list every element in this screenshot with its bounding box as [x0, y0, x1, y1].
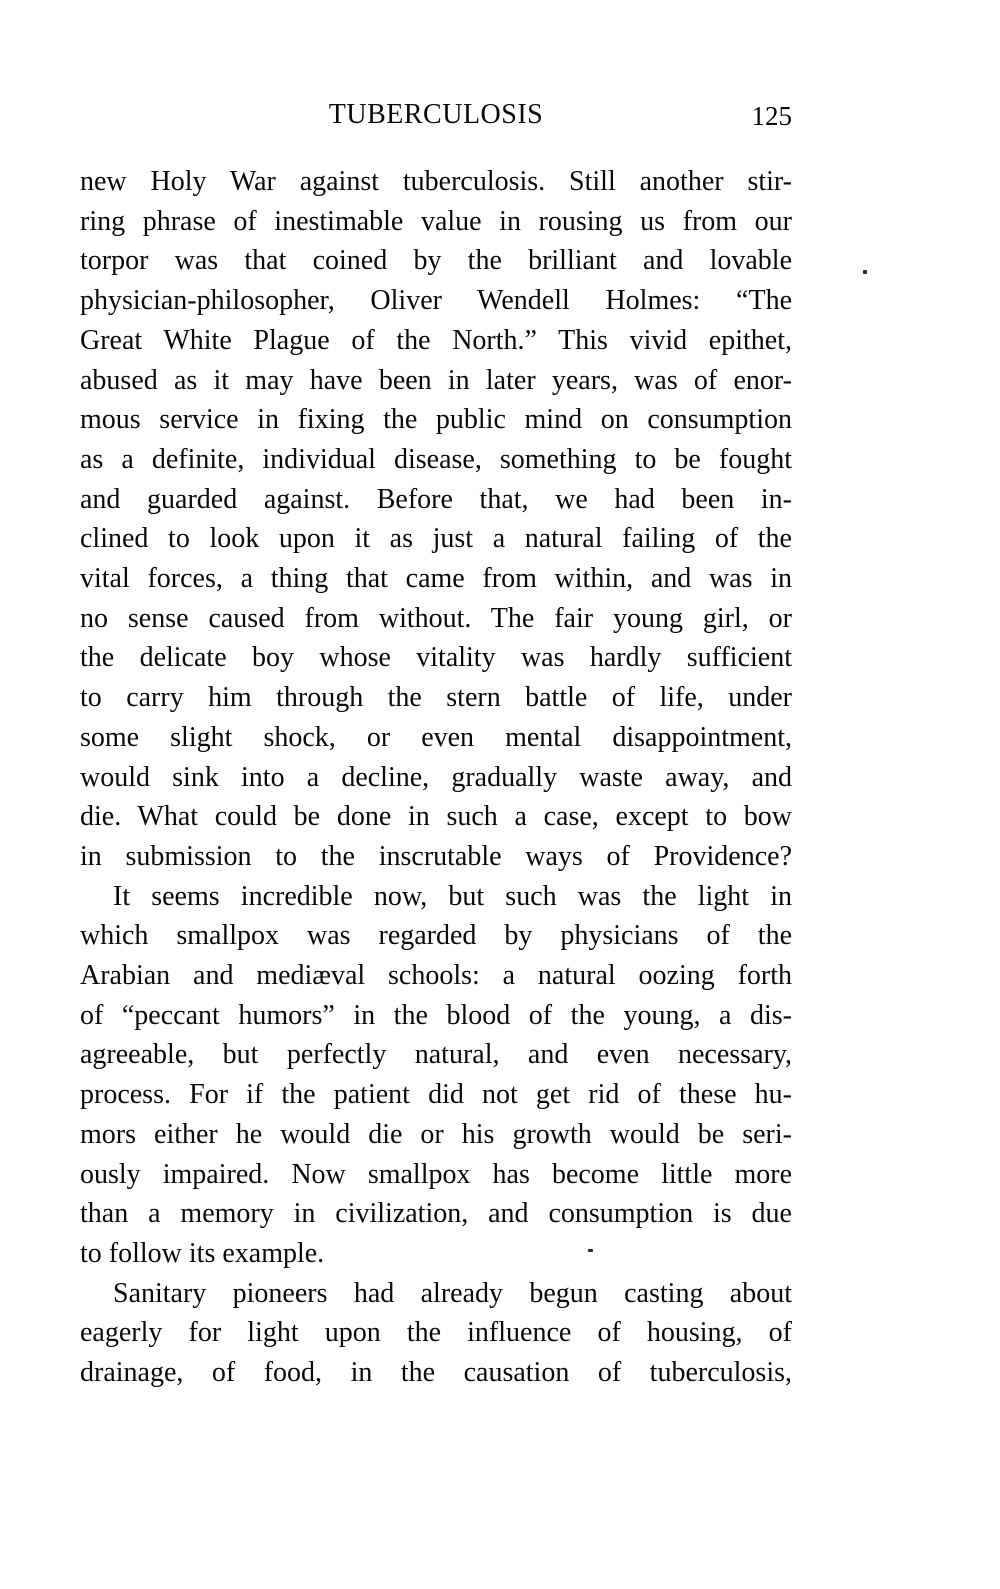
text-line: new Holy War against tuberculosis. Still another stir-: [80, 166, 792, 197]
text-line: clined to look upon it as just a natural failing of the: [80, 523, 792, 555]
text-line: eagerly for light upon the influence of housing, of: [80, 1317, 792, 1349]
text-line: ously impaired. Now smallpox has become little more: [80, 1158, 792, 1190]
text-line: ring phrase of inestimable value in rousing us from our: [80, 205, 792, 237]
running-header-title: TUBERCULOSIS: [328, 99, 544, 130]
text-line: than a memory in civilization, and consumption is due: [80, 1198, 792, 1230]
scan-artifact: [863, 270, 867, 274]
text-line: some slight shock, or even mental disappointment,: [80, 721, 792, 753]
text-line: no sense caused from without. The fair young girl, or: [80, 602, 792, 634]
text-line: to follow its example.: [80, 1237, 325, 1269]
text-line: and guarded against. Before that, we had been in-: [80, 483, 792, 515]
text-line: It seems incredible now, but such was the light in: [113, 880, 792, 912]
text-line: mors either he would die or his growth would be seri-: [80, 1118, 792, 1150]
text-line: mous service in fixing the public mind on consumption: [80, 404, 792, 436]
text-line: drainage, of food, in the causation of tuberculosis,: [80, 1357, 792, 1389]
text-line: vital forces, a thing that came from within, and was in: [80, 563, 792, 595]
text-line: abused as it may have been in later years, was of enor-: [80, 364, 792, 396]
text-line: the delicate boy whose vitality was hardly sufficient: [80, 642, 792, 674]
text-line: would sink into a decline, gradually waste away, and: [80, 761, 792, 793]
text-line: Great White Plague of the North.” This vivid epithet,: [80, 324, 792, 356]
text-line: in submission to the inscrutable ways of Providence?: [80, 840, 792, 872]
text-line: which smallpox was regarded by physicians of the: [80, 920, 792, 952]
text-line: as a definite, individual disease, something to be fought: [80, 443, 792, 475]
text-line: process. For if the patient did not get rid of these hu-: [80, 1079, 792, 1111]
text-line: torpor was that coined by the brilliant and lovable: [80, 245, 792, 277]
text-line: physician-philosopher, Oliver Wendell Holmes: “The: [80, 285, 792, 317]
text-line: die. What could be done in such a case, except to bow: [80, 801, 792, 833]
text-line: Arabian and mediæval schools: a natural oozing forth: [80, 960, 792, 992]
page-header: [80, 100, 792, 140]
page-number: 125: [751, 101, 792, 131]
text-line: agreeable, but perfectly natural, and even necessary,: [80, 1039, 792, 1071]
text-line: Sanitary pioneers had already begun casting about: [113, 1277, 792, 1309]
page-body-text: [80, 162, 792, 1393]
text-line: of “peccant humors” in the blood of the young, a dis-: [80, 999, 792, 1031]
text-line: to carry him through the stern battle of life, under: [80, 682, 792, 714]
scan-artifact: [588, 1249, 593, 1252]
